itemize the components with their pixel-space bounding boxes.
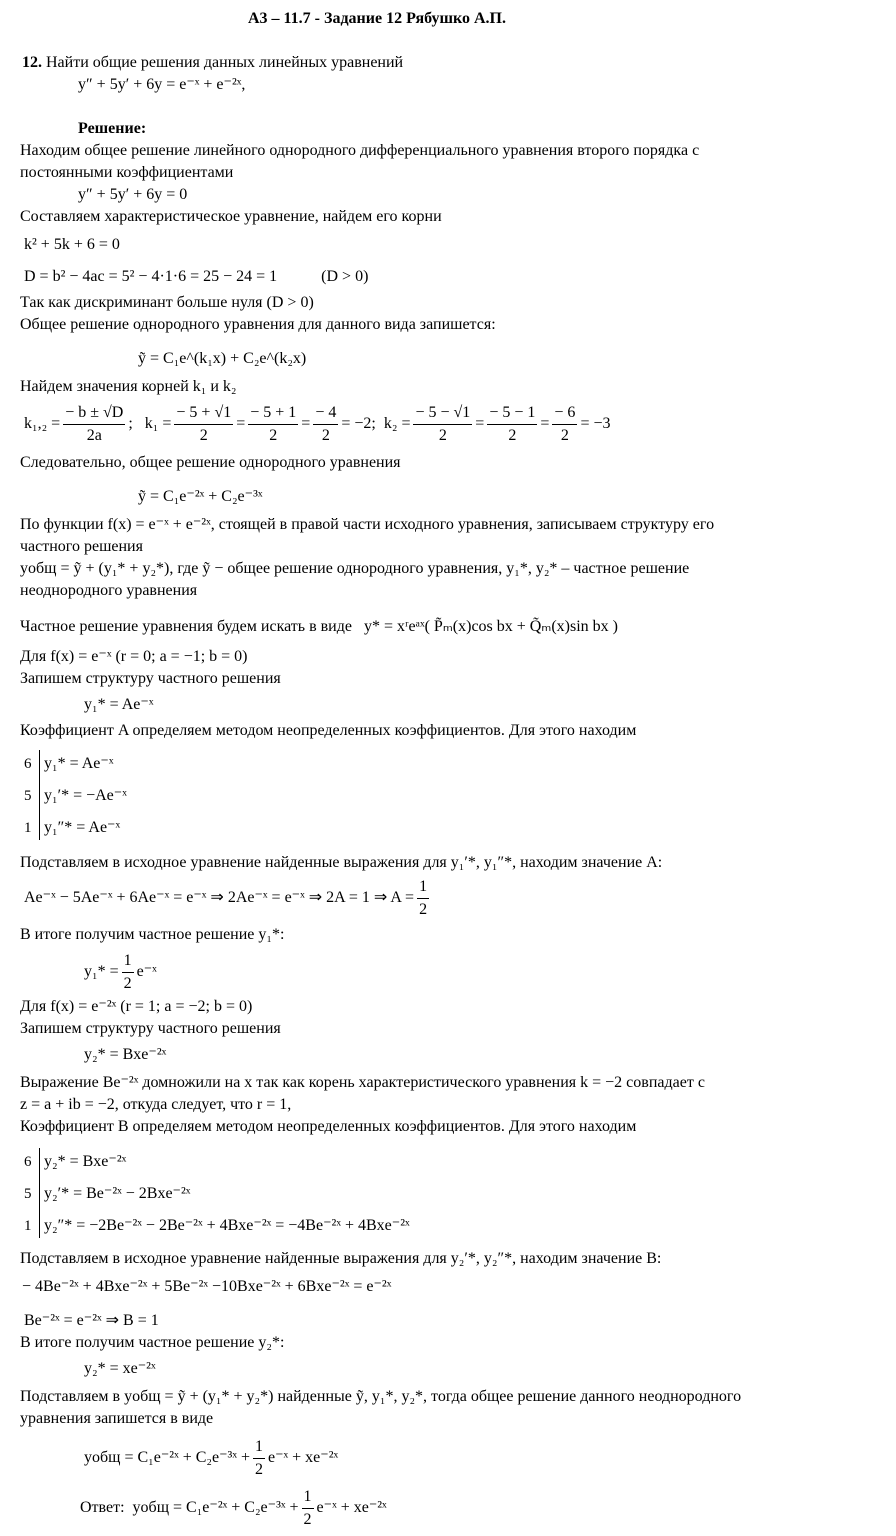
coef: 6: [24, 1154, 32, 1170]
particular-form-formula: y* = xʳeᵃˣ( P̃ₘ(x)cos bx + Q̃ₘ(x)sin bx ): [363, 618, 618, 635]
formula-text: Ae⁻ˣ − 5Ae⁻ˣ + 6Ae⁻ˣ = e⁻ˣ ⇒ 2Ae⁻ˣ = e⁻ˣ ⇒ 2A = 1 ⇒ A =: [24, 889, 415, 906]
fraction: [313, 402, 338, 447]
coef: 1: [24, 820, 32, 836]
text-line: неоднородного уравнения: [20, 582, 198, 599]
k1-lhs: k₁ =: [144, 415, 172, 432]
k1-value: = −2;: [341, 415, 376, 432]
derivative-system-1: [24, 748, 884, 844]
k12-lhs: k₁,₂ =: [24, 415, 61, 432]
denominator: 2: [254, 1460, 263, 1478]
system-bar: [39, 1148, 40, 1238]
text-line: Составляем характеристическое уравнение, найдем его корни: [20, 208, 442, 225]
text-line: yобщ = ỹ + (y₁* + y₂*), где ỹ − общее решение однородного уравнения, y₁*, y₂* – частное решение: [20, 560, 690, 577]
numerator: − b ± √D: [63, 402, 125, 425]
equals: =: [236, 415, 246, 432]
formula-line: y₂* = Bxe⁻²ˣ: [84, 1046, 167, 1063]
text-line: Коэффициент B определяем методом неопределенных коэффициентов. Для этого находим: [20, 1118, 637, 1135]
formula-text: e⁻ˣ: [136, 963, 157, 980]
denominator: 2: [560, 426, 569, 444]
text-line: Выражение Be⁻²ˣ домножили на x так как корень характеристического уравнения k = −2 совпадает с: [20, 1074, 705, 1091]
text-line: Подставляем в исходное уравнение найденные выражения для y₁′*, y₁″*, находим значение A:: [20, 854, 663, 871]
text-line: По функции f(x) = e⁻ˣ + e⁻²ˣ, стоящей в правой части исходного уравнения, записываем структуру его: [20, 516, 715, 533]
fraction-one-half: [417, 876, 429, 921]
text-line: В итоге получим частное решение y₁*:: [20, 926, 285, 943]
discriminant-condition: (D > 0): [321, 268, 369, 285]
separator: ;: [128, 415, 133, 432]
text-line: В итоге получим частное решение y₂*:: [20, 1334, 285, 1351]
denominator: 2: [123, 974, 132, 992]
system-row: y₂″* = −2Be⁻²ˣ − 2Be⁻²ˣ + 4Bxe⁻²ˣ = −4Be⁻²ˣ + 4Bxe⁻²ˣ: [44, 1217, 410, 1234]
system-row: y₁* = Ae⁻ˣ: [44, 755, 114, 772]
denominator: 2: [321, 426, 330, 444]
formula-text: e⁻ˣ + xe⁻²ˣ: [267, 1449, 339, 1466]
text-line: Находим общее решение линейного однородного дифференциального уравнения второго порядка с: [20, 142, 700, 159]
numerator: 1: [122, 950, 134, 973]
denominator: 2: [303, 1510, 312, 1528]
numerator: − 5 − √1: [413, 402, 472, 425]
task-text: Найти общие решения данных линейных уравнений: [46, 54, 404, 71]
answer: [20, 1484, 884, 1532]
text-line: Найдем значения корней k₁ и k₂: [20, 378, 237, 395]
numerator: 1: [253, 1436, 265, 1459]
text-line: Запишем структуру частного решения: [20, 1020, 281, 1037]
numerator: 1: [302, 1486, 314, 1509]
system-row: y₂* = Bxe⁻²ˣ: [44, 1153, 127, 1170]
equals: =: [540, 415, 550, 432]
fraction-one-half: [122, 950, 134, 995]
system-rows: [44, 1146, 410, 1242]
fraction: [413, 402, 472, 447]
coef: 5: [24, 788, 32, 804]
particular-solution-1: [20, 948, 884, 996]
fraction: [63, 402, 125, 447]
text-line: уравнения запишется в виде: [20, 1410, 214, 1427]
text-line: Подставляем в yобщ = ỹ + (y₁* + y₂*) найденные ỹ, y₁*, y₂*, тогда общее решение данного неоднородного: [20, 1388, 742, 1405]
coefficient-a-formula: [20, 874, 884, 922]
derivative-system-2: [24, 1146, 884, 1242]
text-line: Подставляем в исходное уравнение найденные выражения для y₂′*, y₂″*, находим значение B:: [20, 1250, 662, 1267]
coef: 5: [24, 1186, 32, 1202]
coef: 1: [24, 1218, 32, 1234]
numerator: − 5 − 1: [487, 402, 537, 425]
system-row: y₁″* = Ae⁻ˣ: [44, 819, 121, 836]
formula-text: y₁* =: [84, 963, 119, 980]
text-line: Общее решение однородного уравнения для данного вида запишется:: [20, 316, 496, 333]
formula-line: ỹ = C₁e^(k₁x) + C₂e^(k₂x): [138, 350, 307, 367]
equals: =: [301, 415, 311, 432]
text-line: Так как дискриминант больше нуля (D > 0): [20, 294, 314, 311]
equals: =: [475, 415, 485, 432]
task-equation: y″ + 5y′ + 6y = e⁻ˣ + e⁻²ˣ,: [78, 76, 246, 93]
coefficients: [24, 748, 36, 844]
coefficients: [24, 1146, 36, 1242]
system-rows: [44, 748, 127, 844]
text-line: Для f(x) = e⁻²ˣ (r = 1; a = −2; b = 0): [20, 998, 253, 1015]
formula-line: y″ + 5y′ + 6y = 0: [78, 186, 188, 203]
particular-form-line: [20, 616, 884, 638]
formula-line: y₁* = Ae⁻ˣ: [84, 696, 154, 713]
formula-line: ỹ = C₁e⁻²ˣ + C₂e⁻³ˣ: [138, 488, 263, 505]
fraction-one-half: [302, 1486, 314, 1531]
task-number: 12.: [22, 54, 42, 71]
formula-text: e⁻ˣ + xe⁻²ˣ: [316, 1499, 387, 1516]
denominator: 2a: [86, 426, 102, 444]
system-bar: [39, 750, 40, 840]
formula-text: yобщ = C₁e⁻²ˣ + C₂e⁻³ˣ +: [132, 1499, 299, 1516]
denominator: 2: [419, 900, 428, 918]
text-line: Для f(x) = e⁻ˣ (r = 0; a = −1; b = 0): [20, 648, 248, 665]
denominator: 2: [269, 426, 278, 444]
text-line: Запишем структуру частного решения: [20, 670, 281, 687]
numerator: − 5 + √1: [174, 402, 233, 425]
fraction: [552, 402, 577, 447]
text-line: z = a + ib = −2, откуда следует, что r = 1,: [20, 1096, 292, 1113]
system-row: y₁′* = −Ae⁻ˣ: [44, 787, 127, 804]
formula-line: − 4Be⁻²ˣ + 4Bxe⁻²ˣ + 5Be⁻²ˣ −10Bxe⁻²ˣ + 6Bxe⁻²ˣ = e⁻²ˣ: [22, 1278, 392, 1295]
coef: 6: [24, 756, 32, 772]
denominator: 2: [438, 426, 447, 444]
formula-text: yобщ = C₁e⁻²ˣ + C₂e⁻³ˣ +: [84, 1449, 250, 1466]
page-title: А3 – 11.7 - Задание 12 Рябушко А.П.: [248, 10, 506, 27]
text-line: постоянными коэффициентами: [20, 164, 234, 181]
discriminant-line: [20, 266, 884, 288]
text-line: Частное решение уравнения будем искать в виде: [20, 618, 352, 635]
fraction: [248, 402, 298, 447]
numerator: − 6: [552, 402, 577, 425]
text-line: частного решения: [20, 538, 143, 555]
text-line: Следовательно, общее решение однородного уравнения: [20, 454, 401, 471]
solution-heading: Решение:: [78, 120, 147, 137]
fraction: [174, 402, 233, 447]
numerator: − 5 + 1: [248, 402, 298, 425]
task-statement: [20, 52, 884, 74]
document-page: [0, 8, 896, 1532]
k2-value: = −3: [580, 415, 611, 432]
denominator: 2: [199, 426, 208, 444]
answer-label: Ответ:: [80, 1499, 125, 1516]
k2-lhs: k₂ =: [383, 415, 411, 432]
fraction-one-half: [253, 1436, 265, 1481]
numerator: − 4: [313, 402, 338, 425]
general-solution: [20, 1434, 884, 1482]
roots-formula: [20, 400, 884, 448]
formula-line: Be⁻²ˣ = e⁻²ˣ ⇒ B = 1: [24, 1312, 159, 1329]
text-line: Коэффициент A определяем методом неопределенных коэффициентов. Для этого находим: [20, 722, 637, 739]
discriminant-formula: D = b² − 4ac = 5² − 4·1·6 = 25 − 24 = 1: [24, 268, 278, 285]
formula-line: y₂* = xe⁻²ˣ: [84, 1360, 156, 1377]
fraction: [487, 402, 537, 447]
formula-line: k² + 5k + 6 = 0: [24, 236, 120, 253]
system-row: y₂′* = Be⁻²ˣ − 2Bxe⁻²ˣ: [44, 1185, 191, 1202]
numerator: 1: [417, 876, 429, 899]
denominator: 2: [508, 426, 517, 444]
